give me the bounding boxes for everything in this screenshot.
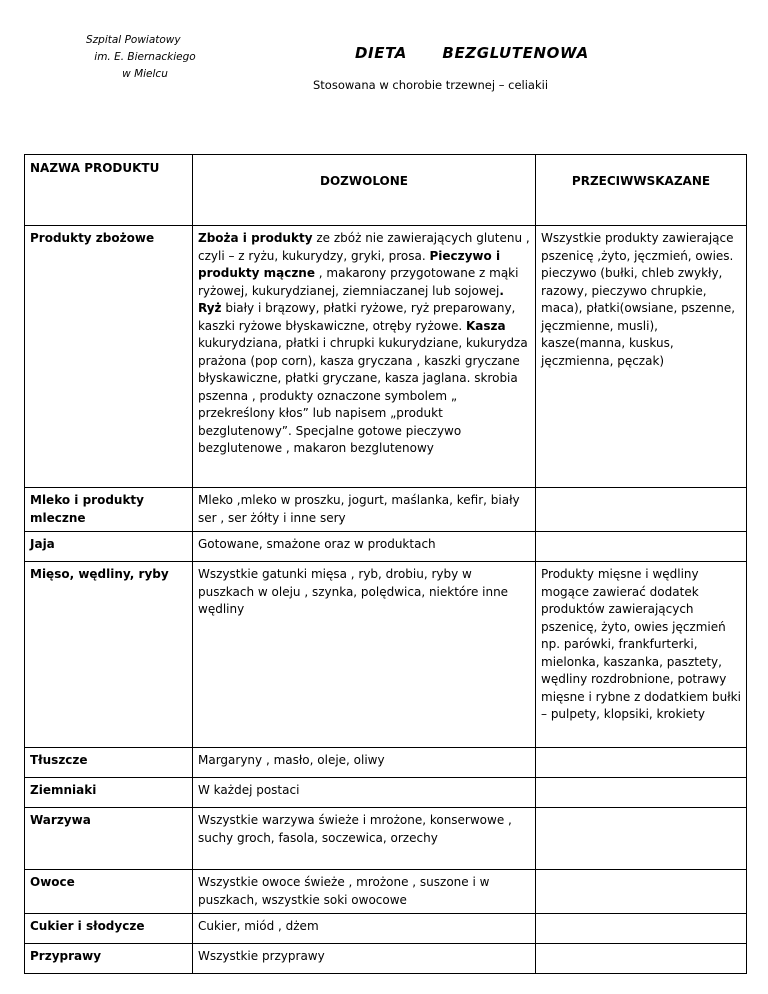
- forbidden-cell: [536, 748, 747, 778]
- forbidden-cell: [536, 870, 747, 914]
- allowed-text: , makarony przygotowane z mąki ryżowej, kukurydzianej, ziemniaczanej lub sojowej: [198, 266, 519, 298]
- product-name-cell: Jaja: [25, 532, 193, 562]
- forbidden-cell: [536, 778, 747, 808]
- allowed-cell: Wszystkie warzywa świeże i mrożone, konserwowe , suchy groch, fasola, soczewica, orzechy: [193, 808, 536, 870]
- allowed-keyword: Pieczywo i produkty mączne: [198, 248, 501, 280]
- allowed-text: biały i brązowy, płatki ryżowe, ryż preparowany, kaszki ryżowe błyskawiczne, otręby ryżowe.: [198, 301, 516, 333]
- header-product: NAZWA PRODUKTU: [25, 155, 193, 226]
- table-row: [25, 778, 747, 808]
- table-row: [25, 748, 747, 778]
- forbidden-cell: Wszystkie produkty zawierające pszenicę ,żyto, jęczmień, owies. pieczywo (bułki, chleb zwykły, razowy, pieczywo chrupkie, maca), płatki(owsiane, pszenne, jęczmienne, musli), kasze(manna, kuskus, jęczmienna, pęczak): [536, 226, 747, 488]
- product-name-cell: Cukier i słodycze: [25, 914, 193, 944]
- product-name-cell: Mięso, wędliny, ryby: [25, 562, 193, 748]
- forbidden-cell: Produkty mięsne i wędliny mogące zawierać dodatek produktów zawierających pszenicę, żyto, owies jęczmień np. parówki, frankfurterki, mielonka, kaszanka, pasztety, wędliny rozdrobnione, potrawy mięsne i rybne z dodatkiem bułki – pulpety, klopsiki, krokiety: [536, 562, 747, 748]
- allowed-cell: Gotowane, smażone oraz w produktach: [193, 532, 536, 562]
- allowed-cell: Wszystkie gatunki mięsa , ryb, drobiu, ryby w puszkach w oleju , szynka, polędwica, niektóre inne wędliny: [193, 562, 536, 748]
- product-name-cell: Owoce: [25, 870, 193, 914]
- product-name-cell: Tłuszcze: [25, 748, 193, 778]
- product-name-cell: Produkty zbożowe: [25, 226, 193, 488]
- header-forbidden: PRZECIWWSKAZANE: [536, 155, 747, 226]
- product-name-cell: Mleko i produkty mleczne: [25, 488, 193, 532]
- allowed-keyword: Zboża i produkty: [198, 231, 313, 245]
- allowed-cell: Mleko ,mleko w proszku, jogurt, maślanka, kefir, biały ser , ser żółty i inne sery: [193, 488, 536, 532]
- allowed-cell: Wszystkie owoce świeże , mrożone , suszone i w puszkach, wszystkie soki owocowe: [193, 870, 536, 914]
- allowed-cell: W każdej postaci: [193, 778, 536, 808]
- hospital-patron: im. E. Biernackiego: [94, 51, 196, 63]
- table-row: [25, 944, 747, 974]
- allowed-text: kukurydziana, płatki i chrupki kukurydziane, kukurydza prażona (pop corn), kasza gryczana , kaszki gryczane błyskawiczne, płatki gryczane, kasza jaglana. skrobia pszenna , produkty oznaczone symbolem „ przekreślony kłos” lub napisem „produkt bezglutenowy”. Specjalne gotowe pieczywo bezglutenowe , makaron bezglutenowy: [198, 336, 528, 455]
- forbidden-cell: [536, 808, 747, 870]
- allowed-keyword: . Ryż: [198, 283, 504, 315]
- table-row: [25, 914, 747, 944]
- allowed-cell: Wszystkie przyprawy: [193, 944, 536, 974]
- table-body: [25, 226, 747, 974]
- document-subtitle: Stosowana w chorobie trzewnej – celiakii: [313, 78, 549, 92]
- table-row: [25, 562, 747, 748]
- table-row: [25, 808, 747, 870]
- table-row: [25, 870, 747, 914]
- document-title: DIETA BEZGLUTENOWA: [355, 44, 589, 62]
- allowed-cell: Margaryny , masło, oleje, oliwy: [193, 748, 536, 778]
- header-allowed: DOZWOLONE: [193, 155, 536, 226]
- allowed-keyword: Kasza: [465, 318, 506, 333]
- table-row: [25, 488, 747, 532]
- table-row: [25, 532, 747, 562]
- product-name-cell: Warzywa: [25, 808, 193, 870]
- table-row: [25, 226, 747, 488]
- hospital-city: w Mielcu: [122, 68, 168, 80]
- allowed-text: ze zbóż nie zawierających glutenu , czyli – z ryżu, kukurydzy, gryki, prosa.: [198, 231, 530, 263]
- allowed-cell: Cukier, miód , dżem: [193, 914, 536, 944]
- allowed-cell: [193, 226, 536, 488]
- hospital-name: Szpital Powiatowy: [86, 34, 181, 46]
- product-name-cell: Przyprawy: [25, 944, 193, 974]
- diet-table: [24, 154, 747, 974]
- forbidden-cell: [536, 944, 747, 974]
- forbidden-cell: [536, 914, 747, 944]
- forbidden-cell: [536, 532, 747, 562]
- forbidden-cell: [536, 488, 747, 532]
- hospital-header: [80, 32, 210, 83]
- product-name-cell: Ziemniaki: [25, 778, 193, 808]
- table-header-row: [25, 155, 747, 226]
